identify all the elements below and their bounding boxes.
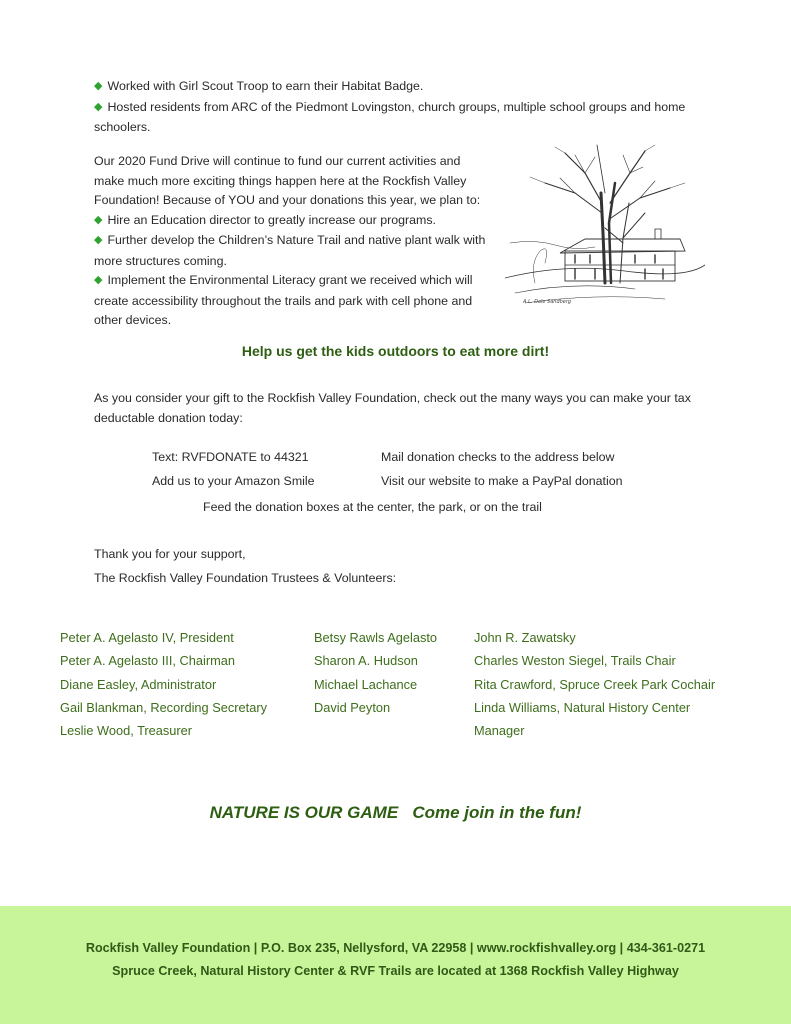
- trustee-name: David Peyton: [314, 699, 391, 715]
- diamond-bullet-icon: ◆: [94, 274, 103, 286]
- plan-item: ◆ Implement the Environmental Literacy grant we received which will create accessibility throughout the trails and park with cell phone and other devices.: [94, 273, 473, 327]
- tree-house-sketch: [505, 143, 705, 313]
- trustees-column-3: [474, 626, 764, 742]
- signoff-line: The Rockfish Valley Foundation Trustees & Volunteers:: [94, 571, 397, 585]
- diamond-bullet-icon: ◆: [94, 234, 103, 246]
- donate-by-mail: Mail donation checks to the address below: [381, 450, 615, 464]
- footer-contact-line: Rockfish Valley Foundation | P.O. Box 235, Nellysford, VA 22958 | www.rockfishvalley.org | 434-361-0271: [85, 941, 706, 955]
- diamond-bullet-icon: ◆: [94, 213, 103, 226]
- donation-intro: As you consider your gift to the Rockfish Valley Foundation, check out the many ways you can make your tax deductable donation today:: [94, 391, 691, 425]
- accomplishments-list: [94, 77, 714, 138]
- accomplishment-item: ◆ Hosted residents from ARC of the Piedmont Lovingston, church groups, multiple school groups and home schoolers.: [94, 99, 686, 134]
- trustee-name: Peter A. Agelasto IV, President: [60, 630, 234, 645]
- trustee-name: Rita Crawford, Spruce Creek Park Cochair: [474, 676, 716, 692]
- diamond-bullet-icon: ◆: [94, 100, 103, 113]
- donate-website: Visit our website to make a PayPal donation: [381, 474, 623, 488]
- plan-item: ◆ Hire an Education director to greatly increase our programs.: [94, 212, 436, 227]
- donate-amazon-smile: Add us to your Amazon Smile: [152, 474, 315, 488]
- trustee-name: Manager: [474, 723, 525, 739]
- footer-location-line: Spruce Creek, Natural History Center & RVF Trails are located at 1368 Rockfish Valley Highway: [112, 964, 679, 978]
- donate-by-text: Text: RVFDONATE to 44321: [152, 450, 309, 464]
- trustee-name: Michael Lachance: [314, 676, 418, 692]
- trustee-name: Leslie Wood, Treasurer: [60, 723, 193, 739]
- trustee-name: Gail Blankman, Recording Secretary: [60, 699, 267, 715]
- plan-item: ◆ Further develop the Children’s Nature Trail and native plant walk with more structures coming.: [94, 233, 486, 268]
- footer-bar: [0, 906, 791, 1024]
- trustee-name: Charles Weston Siegel, Trails Chair: [474, 653, 676, 669]
- fund-drive-intro: Our 2020 Fund Drive will continue to fund our current activities and make much more exciting things happen here at the Rockfish Valley Foundation! Because of YOU and your donations this year, we plan to:: [94, 154, 481, 207]
- nature-game-slogan: NATURE IS OUR GAME Come join in the fun!: [209, 803, 582, 822]
- trustee-name: Diane Easley, Administrator: [60, 676, 217, 692]
- sketch-signature: A.L. Dale Sandberg: [523, 299, 572, 305]
- trustee-name: Peter A. Agelasto III, Chairman: [60, 653, 235, 669]
- trustee-name: Betsy Rawls Agelasto: [314, 630, 438, 645]
- diamond-bullet-icon: ◆: [94, 80, 103, 92]
- trustee-name: John R. Zawatsky: [474, 630, 576, 645]
- thanks-line: Thank you for your support,: [94, 547, 246, 561]
- trustee-name: Linda Williams, Natural History Center: [474, 699, 691, 715]
- accomplishment-item: ◆ Worked with Girl Scout Troop to earn their Habitat Badge.: [94, 79, 424, 93]
- slogan-heading: Help us get the kids outdoors to eat more dirt!: [241, 343, 550, 359]
- trustee-name: Sharon A. Hudson: [314, 653, 418, 669]
- fund-drive-section: [94, 152, 492, 331]
- donate-boxes: Feed the donation boxes at the center, the park, or on the trail: [203, 500, 542, 514]
- trustees-column-1: [60, 626, 267, 742]
- trustees-column-2: [314, 626, 437, 719]
